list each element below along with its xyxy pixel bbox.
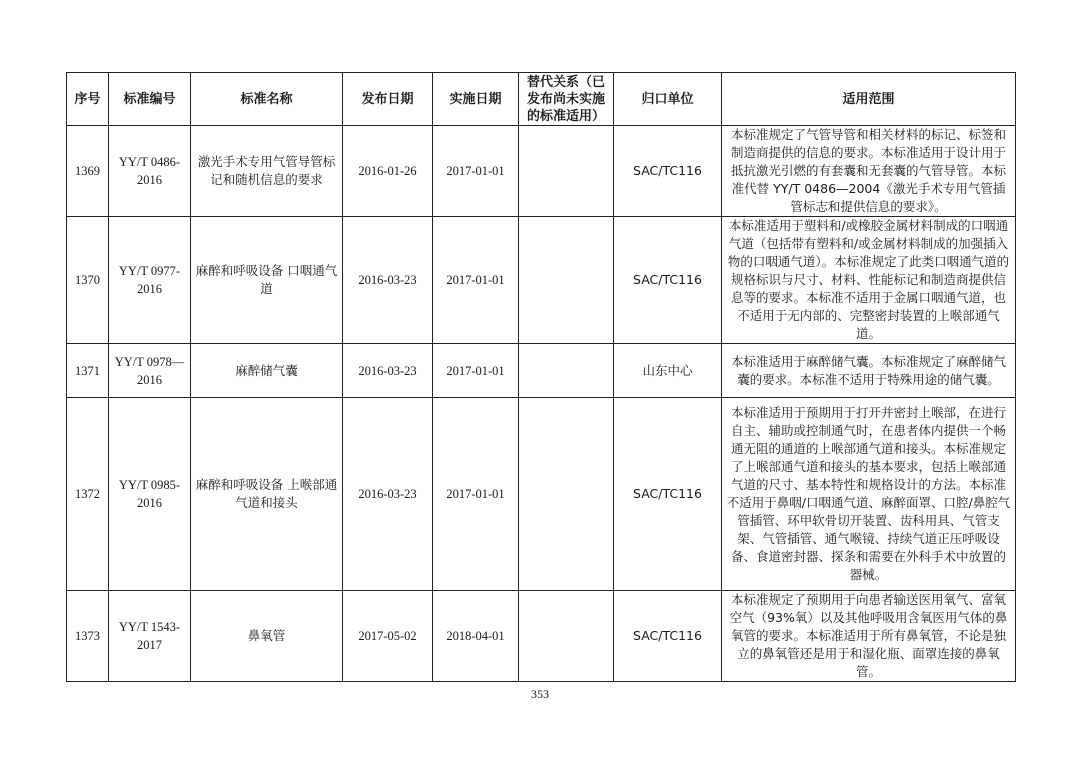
row-unit: SAC/TC116 [614,398,722,591]
header-unit: 归口单位 [614,73,722,126]
table-row [67,126,1016,217]
row-replacement [519,398,614,591]
standards-table [66,72,1016,682]
row-implement-date: 2017-01-01 [433,217,519,344]
row-code: YY/T 0985-2016 [109,398,191,591]
row-scope: 本标准适用于预期用于打开并密封上喉部，在进行自主、辅助或控制通气时，在患者体内提供一个畅通无阻的通道的上喉部通气道和接头。本标准规定了上喉部通气道和接头的基本要求，包括上喉部通气道的尺寸、基本特性和规格设计的方法。本标准不适用于鼻咽/口咽通气道、麻醉面罩、口腔/鼻腔气管插管、环甲软骨切开装置、齿科用具、气管支架、气管插管、通气喉镜、持续气道正压呼吸设备、食道密封器、探条和需要在外科手术中放置的器械。 [722,398,1016,591]
row-publish-date: 2017-05-02 [343,591,433,682]
header-implement-date: 实施日期 [433,73,519,126]
row-scope: 本标准适用于塑料和/或橡胶金属材料制成的口咽通气道（包括带有塑料和/或金属材料制成的加强插入物的口咽通气道）。本标准规定了此类口咽通气道的规格标识与尺寸、材料、性能标记和制造商提供信息等的要求。本标准不适用于金属口咽通气道，也不适用于无内部的、完整密封装置的上喉部通气道。 [722,217,1016,344]
table-row [67,217,1016,344]
row-implement-date: 2017-01-01 [433,126,519,217]
row-unit: SAC/TC116 [614,217,722,344]
row-code: YY/T 0978—2016 [109,344,191,398]
header-code: 标准编号 [109,73,191,126]
row-scope: 本标准规定了气管导管和相关材料的标记、标签和制造商提供的信息的要求。本标准适用于设计用于抵抗激光引燃的有套囊和无套囊的气管导管。本标准代替 YY/T 0486—2004《激光手术专用气管插管标志和提供信息的要求》。 [722,126,1016,217]
table-row [67,591,1016,682]
row-unit: SAC/TC116 [614,126,722,217]
row-implement-date: 2018-04-01 [433,591,519,682]
page-number: 353 [531,687,549,701]
header-name: 标准名称 [191,73,343,126]
row-no: 1370 [67,217,109,344]
row-unit: SAC/TC116 [614,591,722,682]
header-replacement: 替代关系（已发布尚未实施的标准适用） [519,73,614,126]
header-row [67,73,1016,126]
row-scope: 本标准规定了预期用于向患者输送医用氧气、富氧空气（93%氧）以及其他呼吸用含氧医用气体的鼻氧管的要求。本标准适用于所有鼻氧管，不论是独立的鼻氧管还是用于和湿化瓶、面罩连接的鼻氧管。 [722,591,1016,682]
row-no: 1369 [67,126,109,217]
row-name: 鼻氧管 [191,591,343,682]
header-scope: 适用范围 [722,73,1016,126]
header-no: 序号 [67,73,109,126]
row-unit: 山东中心 [614,344,722,398]
row-scope: 本标准适用于麻醉储气囊。本标准规定了麻醉储气囊的要求。本标准不适用于特殊用途的储气囊。 [722,344,1016,398]
header-publish-date: 发布日期 [343,73,433,126]
row-publish-date: 2016-03-23 [343,398,433,591]
row-replacement [519,591,614,682]
row-no: 1373 [67,591,109,682]
row-publish-date: 2016-03-23 [343,217,433,344]
row-implement-date: 2017-01-01 [433,344,519,398]
row-code: YY/T 1543-2017 [109,591,191,682]
row-name: 麻醉和呼吸设备 上喉部通气道和接头 [191,398,343,591]
table-row [67,398,1016,591]
row-replacement [519,126,614,217]
row-code: YY/T 0977-2016 [109,217,191,344]
table-row [67,344,1016,398]
row-no: 1372 [67,398,109,591]
row-no: 1371 [67,344,109,398]
row-name: 麻醉和呼吸设备 口咽通气道 [191,217,343,344]
row-code: YY/T 0486-2016 [109,126,191,217]
row-publish-date: 2016-01-26 [343,126,433,217]
row-replacement [519,217,614,344]
row-name: 激光手术专用气管导管标记和随机信息的要求 [191,126,343,217]
row-replacement [519,344,614,398]
row-name: 麻醉储气囊 [191,344,343,398]
row-publish-date: 2016-03-23 [343,344,433,398]
row-implement-date: 2017-01-01 [433,398,519,591]
